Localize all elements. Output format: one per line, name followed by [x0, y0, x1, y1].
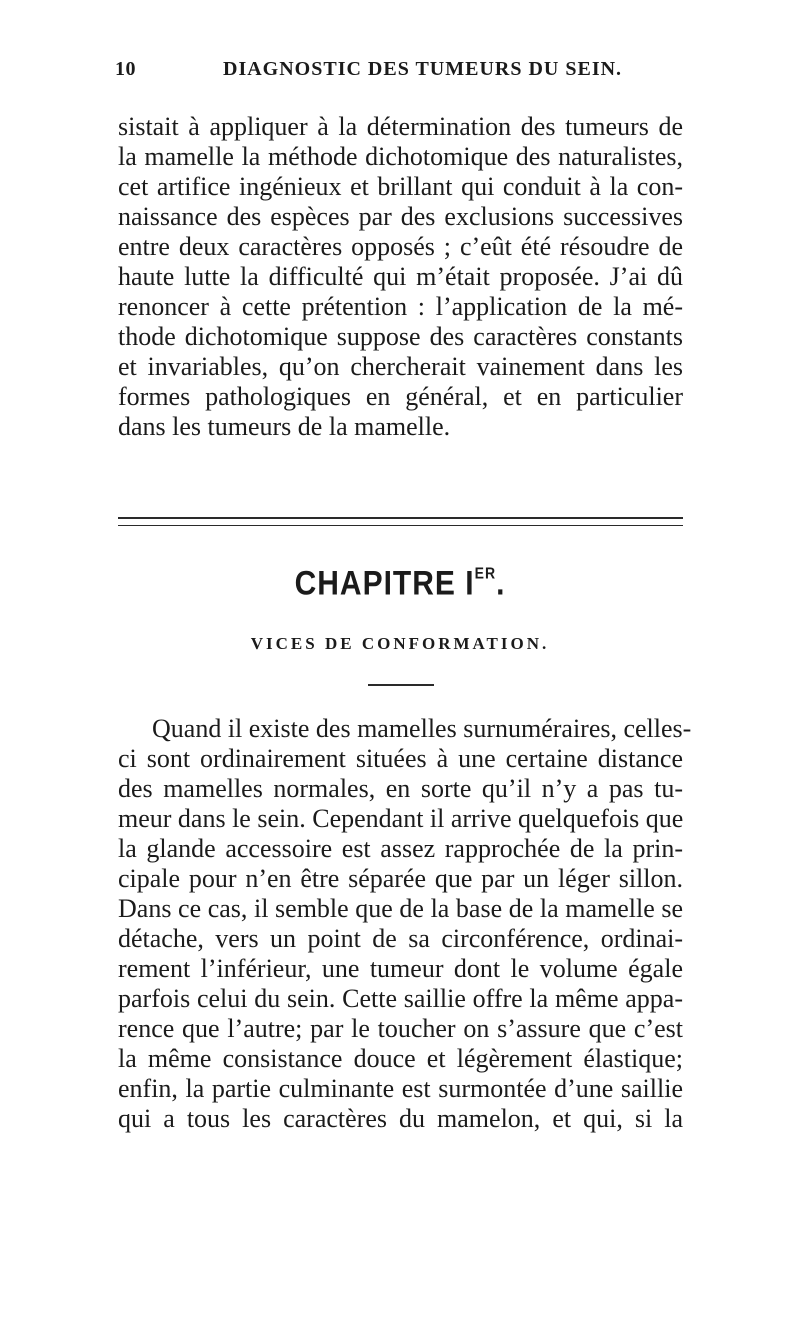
chapter-subtitle: VICES DE CONFORMATION.: [250, 634, 550, 653]
text-line: haute lutte la difficulté qui m’était proposée. J’ai dû: [118, 262, 683, 291]
chapter-title-text: CHAPITRE I: [294, 564, 475, 603]
paragraph-2: [118, 714, 692, 1134]
text-line: et invariables, qu’on chercherait vainement dans les: [118, 352, 683, 381]
text-line: Quand il existe des mamelles surnuméraires, celles-: [152, 714, 692, 743]
text-line: qui a tous les caractères du mamelon, et qui, si la: [118, 1104, 683, 1133]
text-line: la même consistance douce et légèrement élastique;: [118, 1044, 683, 1073]
paragraph-1: [118, 112, 683, 442]
text-line: meur dans le sein. Cependant il arrive quelquefois que: [118, 804, 684, 833]
chapter-title-period: .: [496, 564, 506, 603]
text-line: la mamelle la méthode dichotomique des naturalistes,: [118, 142, 683, 171]
page-number: 10: [115, 58, 136, 80]
text-line: parfois celui du sein. Cette saillie offre la même appa-: [118, 984, 683, 1013]
text-line: thode dichotomique suppose des caractères constants: [118, 322, 683, 351]
text-line: rence que l’autre; par le toucher on s’assure que c’est: [118, 1014, 683, 1043]
text-line: renoncer à cette prétention : l’application de la mé-: [118, 292, 683, 321]
chapter-title-superscript: ER: [474, 563, 497, 582]
text-line: sistait à appliquer à la détermination des tumeurs de: [118, 112, 683, 141]
text-line: détache, vers un point de sa circonférence, ordinai-: [118, 924, 683, 953]
running-head: [115, 58, 685, 88]
text-line: ci sont ordinairement situées à une certaine distance: [118, 744, 683, 773]
chapter-title: [0, 563, 800, 603]
text-line: entre deux caractères opposés ; c’eût été résoudre de: [118, 232, 683, 261]
text-line: formes pathologiques en général, et en particulier: [118, 382, 683, 411]
text-line: des mamelles normales, en sorte qu’il n’y a pas tu-: [118, 774, 683, 803]
text-line: enfin, la partie culminante est surmontée d’une saillie: [118, 1074, 683, 1103]
text-line: cet artifice ingénieux et brillant qui conduit à la con-: [118, 172, 683, 201]
text-line: rement l’inférieur, une tumeur dont le volume égale: [118, 954, 683, 983]
text-line: cipale pour n’en être séparée que par un léger sillon.: [118, 864, 683, 893]
running-title: DIAGNOSTIC DES TUMEURS DU SEIN.: [223, 58, 623, 80]
subtitle-divider: [368, 684, 434, 686]
text-line: dans les tumeurs de la mamelle.: [118, 412, 451, 441]
text-line: Dans ce cas, il semble que de la base de la mamelle se: [118, 894, 683, 923]
text-line: la glande accessoire est assez rapprochée de la prin-: [118, 834, 683, 863]
section-divider: [118, 517, 683, 526]
text-line: naissance des espèces par des exclusions successives: [118, 202, 683, 231]
